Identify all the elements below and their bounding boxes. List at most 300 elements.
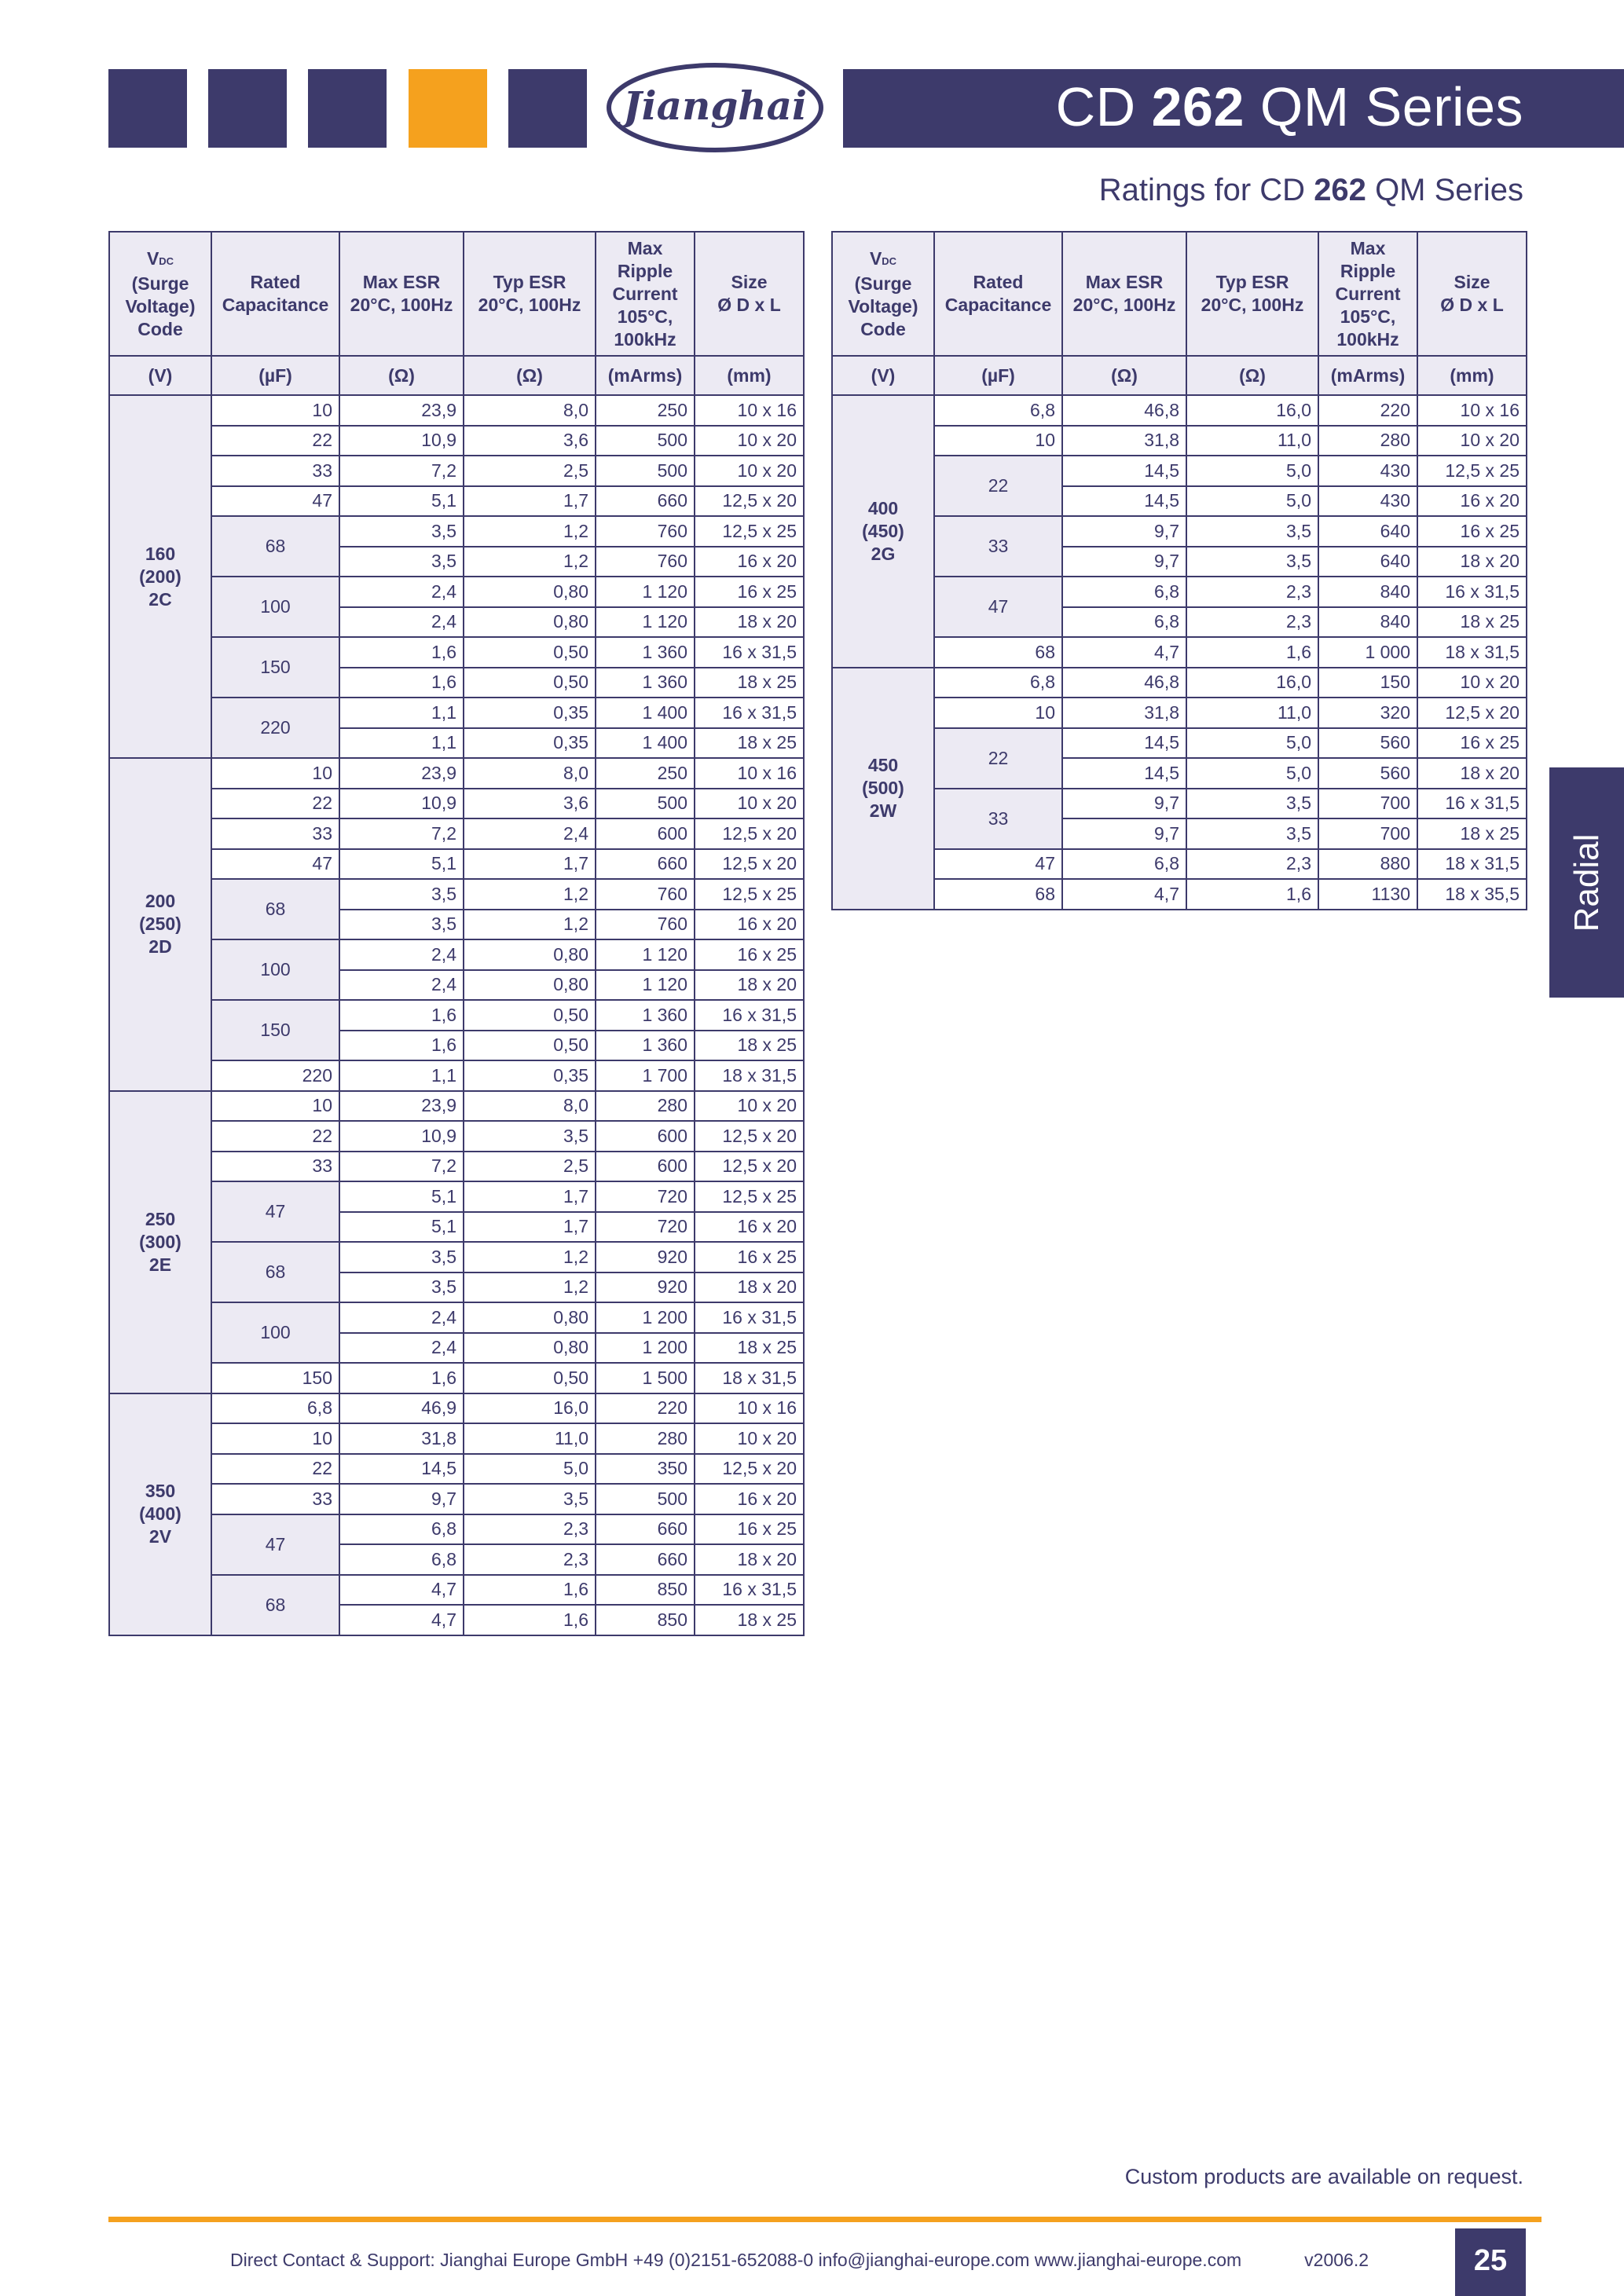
ripple-current-cell: 250 [596,395,695,426]
capacitance-cell: 22 [934,728,1062,789]
unit-cell: (Ω) [339,356,464,395]
max-esr-cell: 14,5 [1062,758,1186,789]
unit-cell: (V) [832,356,934,395]
max-esr-cell: 14,5 [1062,728,1186,759]
typ-esr-cell: 3,5 [1186,547,1318,577]
ripple-current-cell: 1 200 [596,1302,695,1333]
typ-esr-cell: 11,0 [464,1423,596,1454]
ripple-current-cell: 700 [1318,818,1417,849]
size-cell: 12,5 x 25 [1417,456,1527,486]
typ-esr-cell: 1,2 [464,1242,596,1273]
table-row [832,426,1527,456]
max-esr-cell: 14,5 [339,1454,464,1485]
typ-esr-cell: 0,80 [464,607,596,638]
max-esr-cell: 10,9 [339,1121,464,1152]
size-cell: 16 x 20 [1417,486,1527,517]
ripple-current-cell: 320 [1318,698,1417,728]
typ-esr-cell: 1,6 [464,1605,596,1635]
capacitance-cell: 33 [934,789,1062,849]
capacitance-cell: 6,8 [934,668,1062,698]
ripple-current-cell: 280 [1318,426,1417,456]
max-esr-cell: 9,7 [1062,789,1186,819]
typ-esr-cell: 2,5 [464,1152,596,1182]
table-row [109,516,804,547]
size-cell: 10 x 16 [1417,395,1527,426]
typ-esr-cell: 1,2 [464,516,596,547]
capacitance-cell: 100 [211,939,339,1000]
max-esr-cell: 3,5 [339,910,464,940]
size-cell: 12,5 x 25 [695,879,804,910]
ripple-current-cell: 1 360 [596,668,695,698]
unit-cell: (mArms) [1318,356,1417,395]
table-row [109,758,804,789]
header-square [208,69,287,148]
voltage-code-cell: 400 (450) 2G [832,395,934,668]
capacitance-cell: 33 [211,1152,339,1182]
size-cell: 16 x 25 [1417,516,1527,547]
table-row [832,789,1527,819]
capacitance-cell: 22 [211,1121,339,1152]
table-row [832,577,1527,607]
max-esr-cell: 6,8 [1062,577,1186,607]
ripple-current-cell: 640 [1318,516,1417,547]
typ-esr-cell: 0,35 [464,698,596,728]
unit-cell: (µF) [934,356,1062,395]
capacitance-cell: 10 [934,698,1062,728]
page-subtitle: Ratings for CD 262 QM Series [1098,173,1523,207]
title-bar [843,69,1624,148]
ripple-current-cell: 500 [596,1484,695,1514]
typ-esr-cell: 3,5 [464,1121,596,1152]
typ-esr-cell: 0,50 [464,1363,596,1393]
ripple-current-cell: 560 [1318,728,1417,759]
voltage-code-cell: 250 (300) 2E [109,1091,211,1393]
unit-cell: (µF) [211,356,339,395]
table-row [109,1302,804,1333]
ripple-current-cell: 920 [596,1242,695,1273]
max-esr-cell: 7,2 [339,1152,464,1182]
typ-esr-cell: 5,0 [1186,456,1318,486]
capacitance-cell: 10 [211,1091,339,1122]
ripple-current-cell: 1 120 [596,939,695,970]
ripple-current-cell: 700 [1318,789,1417,819]
max-esr-cell: 4,7 [1062,637,1186,668]
capacitance-cell: 33 [934,516,1062,577]
table-row [109,1363,804,1393]
max-esr-cell: 14,5 [1062,486,1186,517]
typ-esr-cell: 5,0 [1186,758,1318,789]
table-row [109,1152,804,1182]
footer-contact: Direct Contact & Support: Jianghai Europe GmbH +49 (0)2151-652088-0 info@jianghai-europe.com www.jianghai-europe.com v2006.2 [230,2250,1369,2270]
max-esr-cell: 6,8 [339,1514,464,1545]
ripple-current-cell: 600 [596,818,695,849]
ripple-current-cell: 1 400 [596,728,695,759]
ripple-current-cell: 920 [596,1273,695,1303]
ripple-current-cell: 600 [596,1152,695,1182]
table-row [109,939,804,970]
ripple-current-cell: 660 [596,486,695,517]
table-row [109,486,804,517]
voltage-code-cell: 350 (400) 2V [109,1393,211,1635]
size-cell: 18 x 25 [695,1333,804,1364]
size-cell: 12,5 x 25 [695,1181,804,1212]
max-esr-cell: 4,7 [339,1575,464,1606]
typ-esr-cell: 8,0 [464,758,596,789]
max-esr-cell: 3,5 [339,1273,464,1303]
typ-esr-cell: 8,0 [464,1091,596,1122]
ripple-current-cell: 1 700 [596,1060,695,1091]
max-esr-cell: 1,1 [339,728,464,759]
ripple-current-cell: 880 [1318,849,1417,880]
typ-esr-cell: 5,0 [464,1454,596,1485]
table-row [832,516,1527,547]
ripple-current-cell: 760 [596,547,695,577]
max-esr-cell: 10,9 [339,789,464,819]
size-cell: 16 x 31,5 [1417,789,1527,819]
size-cell: 10 x 16 [695,758,804,789]
size-cell: 18 x 31,5 [1417,849,1527,880]
ripple-current-cell: 1 120 [596,577,695,607]
footer-rule [108,2217,1542,2222]
max-esr-cell: 10,9 [339,426,464,456]
size-cell: 16 x 31,5 [695,698,804,728]
table-row [109,577,804,607]
ripple-current-cell: 1 000 [1318,637,1417,668]
header-ripple-current: Max Ripple Current 105°C, 100kHz [1318,232,1417,356]
unit-cell: (V) [109,356,211,395]
max-esr-cell: 1,6 [339,1000,464,1031]
typ-esr-cell: 1,6 [1186,637,1318,668]
max-esr-cell: 5,1 [339,1181,464,1212]
ripple-current-cell: 760 [596,910,695,940]
ripple-current-cell: 500 [596,426,695,456]
ripple-current-cell: 220 [596,1393,695,1424]
table-row [109,818,804,849]
size-cell: 18 x 25 [695,1605,804,1635]
typ-esr-cell: 2,3 [1186,607,1318,638]
max-esr-cell: 3,5 [339,879,464,910]
table-row [109,1060,804,1091]
table-row [109,1423,804,1454]
typ-esr-cell: 3,5 [464,1484,596,1514]
header-square [308,69,387,148]
size-cell: 16 x 20 [695,910,804,940]
table-row [109,395,804,426]
max-esr-cell: 46,8 [1062,668,1186,698]
ripple-current-cell: 1 360 [596,637,695,668]
typ-esr-cell: 2,3 [464,1514,596,1545]
max-esr-cell: 23,9 [339,395,464,426]
size-cell: 10 x 16 [695,1393,804,1424]
max-esr-cell: 3,5 [339,547,464,577]
max-esr-cell: 1,6 [339,1363,464,1393]
ripple-current-cell: 500 [596,456,695,486]
ripple-current-cell: 1 360 [596,1031,695,1061]
max-esr-cell: 5,1 [339,849,464,880]
ripple-current-cell: 500 [596,789,695,819]
capacitance-cell: 68 [211,879,339,939]
ripple-current-cell: 150 [1318,668,1417,698]
size-cell: 10 x 20 [695,426,804,456]
table-row [109,1454,804,1485]
capacitance-cell: 150 [211,1363,339,1393]
max-esr-cell: 2,4 [339,577,464,607]
ripple-current-cell: 720 [596,1181,695,1212]
typ-esr-cell: 5,0 [1186,486,1318,517]
max-esr-cell: 2,4 [339,1302,464,1333]
ripple-current-cell: 760 [596,879,695,910]
header-square [108,69,187,148]
ripple-current-cell: 280 [596,1423,695,1454]
size-cell: 10 x 20 [1417,668,1527,698]
table-row [109,1575,804,1606]
typ-esr-cell: 2,5 [464,456,596,486]
header-size: Size Ø D x L [1417,232,1527,356]
size-cell: 16 x 31,5 [695,1575,804,1606]
max-esr-cell: 2,4 [339,607,464,638]
ripple-current-cell: 280 [596,1091,695,1122]
typ-esr-cell: 2,3 [1186,577,1318,607]
unit-cell: (mm) [1417,356,1527,395]
max-esr-cell: 46,9 [339,1393,464,1424]
capacitance-cell: 6,8 [934,395,1062,426]
capacitance-cell: 47 [211,849,339,880]
ripple-current-cell: 660 [596,1544,695,1575]
size-cell: 10 x 20 [695,789,804,819]
table-row [109,1242,804,1273]
typ-esr-cell: 3,6 [464,426,596,456]
ripple-current-cell: 1 400 [596,698,695,728]
ripple-current-cell: 1 120 [596,607,695,638]
typ-esr-cell: 0,80 [464,970,596,1001]
ripple-current-cell: 220 [1318,395,1417,426]
table-row [109,1484,804,1514]
size-cell: 16 x 20 [695,1212,804,1243]
header-row [109,232,804,356]
capacitance-cell: 6,8 [211,1393,339,1424]
size-cell: 18 x 31,5 [695,1060,804,1091]
page-title: CD 262 QM Series [1055,76,1523,137]
side-tab-radial: Radial [1549,767,1624,998]
table-row [832,395,1527,426]
unit-cell: (mm) [695,356,804,395]
table-row [832,668,1527,698]
capacitance-cell: 22 [934,456,1062,516]
max-esr-cell: 5,1 [339,486,464,517]
typ-esr-cell: 1,6 [1186,879,1318,910]
typ-esr-cell: 0,80 [464,1333,596,1364]
capacitance-cell: 68 [934,879,1062,910]
unit-cell: (Ω) [464,356,596,395]
typ-esr-cell: 0,35 [464,1060,596,1091]
capacitance-cell: 47 [934,577,1062,637]
capacitance-cell: 33 [211,818,339,849]
typ-esr-cell: 3,6 [464,789,596,819]
table-row [109,1121,804,1152]
size-cell: 18 x 35,5 [1417,879,1527,910]
table-row [109,1181,804,1212]
typ-esr-cell: 1,2 [464,879,596,910]
max-esr-cell: 1,6 [339,637,464,668]
max-esr-cell: 4,7 [339,1605,464,1635]
ripple-current-cell: 660 [596,849,695,880]
ratings-table-right [831,231,1527,910]
size-cell: 12,5 x 20 [695,1454,804,1485]
capacitance-cell: 22 [211,789,339,819]
typ-esr-cell: 1,2 [464,547,596,577]
typ-esr-cell: 2,3 [1186,849,1318,880]
max-esr-cell: 46,8 [1062,395,1186,426]
jianghai-logo [605,61,825,154]
size-cell: 16 x 25 [695,577,804,607]
typ-esr-cell: 3,5 [1186,818,1318,849]
table-row [832,849,1527,880]
capacitance-cell: 68 [211,1242,339,1302]
ripple-current-cell: 600 [596,1121,695,1152]
max-esr-cell: 4,7 [1062,879,1186,910]
unit-cell: (mArms) [596,356,695,395]
voltage-code-cell: 200 (250) 2D [109,758,211,1091]
ripple-current-cell: 850 [596,1605,695,1635]
typ-esr-cell: 1,7 [464,1181,596,1212]
capacitance-cell: 33 [211,1484,339,1514]
capacitance-cell: 220 [211,698,339,758]
max-esr-cell: 5,1 [339,1212,464,1243]
typ-esr-cell: 1,2 [464,1273,596,1303]
header-capacitance: Rated Capacitance [934,232,1062,356]
max-esr-cell: 7,2 [339,818,464,849]
max-esr-cell: 3,5 [339,516,464,547]
capacitance-cell: 47 [211,1181,339,1242]
ripple-current-cell: 1 200 [596,1333,695,1364]
capacitance-cell: 10 [934,426,1062,456]
size-cell: 16 x 20 [695,547,804,577]
capacitance-cell: 150 [211,1000,339,1060]
size-cell: 12,5 x 20 [695,1152,804,1182]
typ-esr-cell: 2,4 [464,818,596,849]
typ-esr-cell: 0,35 [464,728,596,759]
size-cell: 18 x 25 [695,728,804,759]
size-cell: 16 x 31,5 [695,637,804,668]
header-typ-esr: Typ ESR 20°C, 100Hz [1186,232,1318,356]
table-row [109,1514,804,1545]
size-cell: 16 x 31,5 [695,1302,804,1333]
typ-esr-cell: 16,0 [1186,395,1318,426]
capacitance-cell: 10 [211,1423,339,1454]
header-voltage: VDC (Surge Voltage) Code [109,232,211,356]
typ-esr-cell: 2,3 [464,1544,596,1575]
size-cell: 12,5 x 20 [695,1121,804,1152]
capacitance-cell: 150 [211,637,339,698]
size-cell: 10 x 20 [1417,426,1527,456]
table-row [109,456,804,486]
table-row [109,1000,804,1031]
size-cell: 12,5 x 20 [1417,698,1527,728]
size-cell: 18 x 20 [1417,547,1527,577]
table-row [832,879,1527,910]
typ-esr-cell: 16,0 [1186,668,1318,698]
typ-esr-cell: 1,2 [464,910,596,940]
table-row [109,426,804,456]
max-esr-cell: 9,7 [1062,547,1186,577]
size-cell: 18 x 20 [695,607,804,638]
header-capacitance: Rated Capacitance [211,232,339,356]
max-esr-cell: 9,7 [339,1484,464,1514]
size-cell: 16 x 25 [695,939,804,970]
ripple-current-cell: 1 500 [596,1363,695,1393]
size-cell: 16 x 25 [695,1514,804,1545]
size-cell: 18 x 31,5 [1417,637,1527,668]
table-row [109,637,804,668]
header-typ-esr: Typ ESR 20°C, 100Hz [464,232,596,356]
typ-esr-cell: 0,50 [464,1000,596,1031]
capacitance-cell: 68 [934,637,1062,668]
ripple-current-cell: 720 [596,1212,695,1243]
size-cell: 18 x 31,5 [695,1363,804,1393]
ripple-current-cell: 560 [1318,758,1417,789]
capacitance-cell: 10 [211,395,339,426]
ripple-current-cell: 660 [596,1514,695,1545]
max-esr-cell: 31,8 [339,1423,464,1454]
header-voltage: VDC (Surge Voltage) Code [832,232,934,356]
capacitance-cell: 10 [211,758,339,789]
ripple-current-cell: 430 [1318,486,1417,517]
table-row [109,1393,804,1424]
header-square [508,69,587,148]
header-row [832,232,1527,356]
ripple-current-cell: 1130 [1318,879,1417,910]
header-square-accent [409,69,487,148]
max-esr-cell: 6,8 [1062,607,1186,638]
typ-esr-cell: 1,6 [464,1575,596,1606]
units-row [109,356,804,395]
table-row [832,637,1527,668]
size-cell: 16 x 31,5 [695,1000,804,1031]
capacitance-cell: 100 [211,1302,339,1363]
table-row [832,698,1527,728]
table-row [832,456,1527,486]
size-cell: 10 x 20 [695,456,804,486]
typ-esr-cell: 1,7 [464,486,596,517]
size-cell: 18 x 25 [1417,607,1527,638]
ripple-current-cell: 840 [1318,577,1417,607]
size-cell: 12,5 x 20 [695,849,804,880]
max-esr-cell: 1,1 [339,1060,464,1091]
max-esr-cell: 31,8 [1062,698,1186,728]
typ-esr-cell: 11,0 [1186,698,1318,728]
header-ripple-current: Max Ripple Current 105°C, 100kHz [596,232,695,356]
size-cell: 18 x 20 [695,1273,804,1303]
svg-text:Jianghai: Jianghai [622,82,808,129]
ratings-table-left [108,231,805,1636]
max-esr-cell: 9,7 [1062,516,1186,547]
ripple-current-cell: 350 [596,1454,695,1485]
capacitance-cell: 22 [211,1454,339,1485]
typ-esr-cell: 0,80 [464,939,596,970]
ripple-current-cell: 1 120 [596,970,695,1001]
max-esr-cell: 6,8 [339,1544,464,1575]
max-esr-cell: 2,4 [339,939,464,970]
voltage-code-cell: 450 (500) 2W [832,668,934,910]
capacitance-cell: 220 [211,1060,339,1091]
ripple-current-cell: 640 [1318,547,1417,577]
capacitance-cell: 100 [211,577,339,637]
typ-esr-cell: 16,0 [464,1393,596,1424]
size-cell: 16 x 31,5 [1417,577,1527,607]
typ-esr-cell: 11,0 [1186,426,1318,456]
typ-esr-cell: 5,0 [1186,728,1318,759]
size-cell: 18 x 25 [695,1031,804,1061]
